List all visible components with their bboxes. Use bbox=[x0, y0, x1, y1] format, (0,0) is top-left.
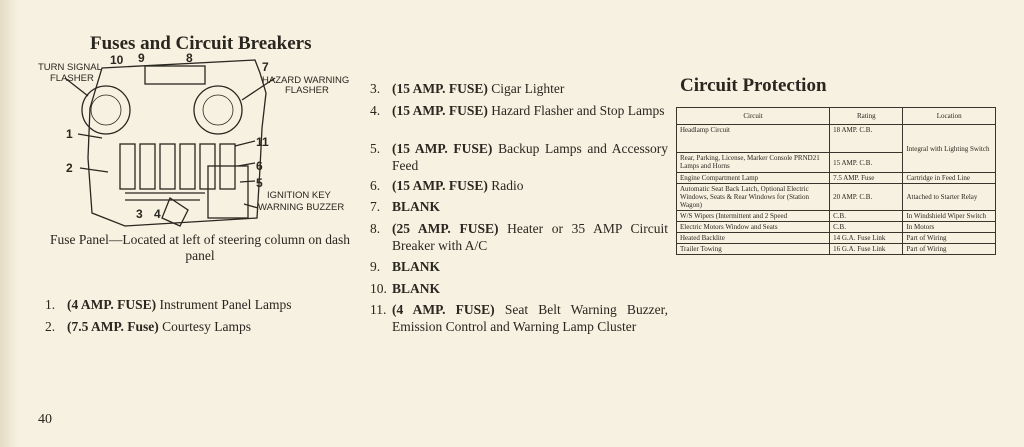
fuse-number-10: 10 bbox=[110, 53, 124, 67]
fuse-item-text: Backup Lamps and Accessory Feed bbox=[392, 141, 668, 173]
ignition-label-2: WARNING BUZZER bbox=[258, 202, 345, 213]
fuse-item-rating: (15 AMP. FUSE) bbox=[392, 103, 488, 118]
page-binding-edge bbox=[0, 0, 18, 447]
cell-circuit: W/S Wipers (Intermittent and 2 Speed bbox=[677, 211, 830, 222]
fuse-item-rating: (25 AMP. FUSE) bbox=[392, 221, 499, 236]
cell-circuit: Engine Compartment Lamp bbox=[677, 173, 830, 184]
fuse-item-rating: BLANK bbox=[392, 281, 441, 296]
fuse-number-7: 7 bbox=[262, 60, 269, 74]
turn-signal-label-2: FLASHER bbox=[50, 73, 94, 84]
hazard-flasher-shape bbox=[194, 86, 242, 134]
fuse-item-rating: BLANK bbox=[392, 259, 441, 274]
fuse-item-text: Radio bbox=[491, 178, 524, 193]
fuse-item-number: 9. bbox=[370, 259, 381, 274]
cell-location: Part of Wiring bbox=[903, 233, 996, 244]
cell-circuit: Heated Backlite bbox=[677, 233, 830, 244]
fuse-number-4: 4 bbox=[154, 207, 161, 221]
circuit-protection-table bbox=[676, 107, 996, 255]
fuse-item-rating: BLANK bbox=[392, 199, 441, 214]
fuse-item-number: 2. bbox=[45, 319, 56, 334]
table-row bbox=[677, 244, 996, 255]
fuse-item-rating: (15 AMP. FUSE) bbox=[392, 178, 488, 193]
fuse-item-number: 6. bbox=[370, 178, 381, 193]
fuse-item-number: 7. bbox=[370, 199, 381, 214]
cell-circuit: Rear, Parking, License, Marker Console PRND21 Lamps and Horns bbox=[677, 153, 830, 173]
cell-rating: 15 AMP. C.B. bbox=[830, 153, 903, 173]
cell-location: Integral with Lighting Switch bbox=[903, 125, 996, 173]
fuse-item-text: Hazard Flasher and Stop Lamps bbox=[491, 103, 665, 118]
cell-rating: C.B. bbox=[830, 222, 903, 233]
fuse-item-rating: (15 AMP. FUSE) bbox=[392, 81, 488, 96]
hazard-label-1: HAZARD WARNING bbox=[262, 75, 350, 86]
fuse-item-number: 4. bbox=[370, 103, 381, 118]
fuses-heading: Fuses and Circuit Breakers bbox=[90, 33, 312, 54]
fuse-item-number: 5. bbox=[370, 141, 381, 156]
table-row bbox=[677, 233, 996, 244]
header-rating: Rating bbox=[830, 108, 903, 125]
table-row bbox=[677, 211, 996, 222]
fuse-item-number: 10. bbox=[370, 281, 387, 296]
fuse-item-rating: (15 AMP. FUSE) bbox=[392, 141, 493, 156]
fuse-panel-outline bbox=[88, 60, 266, 226]
cell-rating: C.B. bbox=[830, 211, 903, 222]
fuse-item-rating: (7.5 AMP. Fuse) bbox=[67, 319, 159, 334]
cell-location: In Windshield Wiper Switch bbox=[903, 211, 996, 222]
header-location: Location bbox=[903, 108, 996, 125]
fuse-number-3: 3 bbox=[136, 207, 143, 221]
fuse-item-text: Heater or 35 AMP Circuit Breaker with A/C bbox=[392, 221, 668, 253]
cell-circuit: Headlamp Circuit bbox=[677, 125, 830, 153]
ignition-label-1: IGNITION KEY bbox=[267, 190, 331, 201]
diagram-caption: Fuse Panel—Located at left of steering column on dash panel bbox=[50, 232, 350, 263]
fuse-item-number: 11. bbox=[370, 302, 387, 317]
fuse-number-11: 11 bbox=[256, 135, 269, 149]
turn-signal-label-1: TURN SIGNAL bbox=[38, 62, 102, 73]
cell-circuit: Electric Motors Window and Seats bbox=[677, 222, 830, 233]
header-circuit: Circuit bbox=[677, 108, 830, 125]
table-row bbox=[677, 173, 996, 184]
cell-rating: 18 AMP. C.B. bbox=[830, 125, 903, 153]
ignition-buzzer-shape bbox=[208, 166, 248, 218]
table-row bbox=[677, 125, 996, 153]
fuse-item-text: Instrument Panel Lamps bbox=[159, 297, 292, 312]
fuse-item-text: Cigar Lighter bbox=[491, 81, 565, 96]
fuse-item-rating: (4 AMP. FUSE) bbox=[392, 302, 495, 317]
cell-rating: 7.5 AMP. Fuse bbox=[830, 173, 903, 184]
fuse-item-number: 8. bbox=[370, 221, 381, 236]
fuse-item-number: 1. bbox=[45, 297, 56, 312]
table-header-row bbox=[677, 108, 996, 125]
cell-rating: 16 G.A. Fuse Link bbox=[830, 244, 903, 255]
cell-location: Part of Wiring bbox=[903, 244, 996, 255]
fuse-number-2: 2 bbox=[66, 161, 73, 175]
cell-rating: 14 G.A. Fuse Link bbox=[830, 233, 903, 244]
fuse-item-text: Seat Belt Warning Buzzer, Emission Control and Warning Lamp Cluster bbox=[392, 302, 668, 334]
fuse-item-number: 3. bbox=[370, 81, 381, 96]
circuit-protection-heading: Circuit Protection bbox=[680, 75, 827, 96]
fuse-panel-diagram bbox=[30, 48, 370, 233]
cell-rating: 20 AMP. C.B. bbox=[830, 184, 903, 211]
turn-signal-flasher-shape bbox=[82, 86, 130, 134]
cell-location: Attached to Starter Relay bbox=[903, 184, 996, 211]
fuse-number-1: 1 bbox=[66, 127, 73, 141]
cell-circuit: Automatic Seat Back Latch, Optional Electric Windows, Seats & Rear Windows for (Station Wagon) bbox=[677, 184, 830, 211]
fuse-item-rating: (4 AMP. FUSE) bbox=[67, 297, 157, 312]
cell-circuit: Trailer Towing bbox=[677, 244, 830, 255]
fuse-number-5: 5 bbox=[256, 176, 263, 190]
fuse-number-8: 8 bbox=[186, 51, 193, 65]
page-number: 40 bbox=[38, 412, 52, 427]
fuse-item-text: Courtesy Lamps bbox=[162, 319, 251, 334]
cell-location: In Motors bbox=[903, 222, 996, 233]
table-row bbox=[677, 184, 996, 211]
hazard-label-2: FLASHER bbox=[285, 85, 329, 96]
fuse-number-9: 9 bbox=[138, 51, 145, 65]
table-row bbox=[677, 222, 996, 233]
fuse-number-6: 6 bbox=[256, 159, 263, 173]
cell-location: Cartridge in Feed Line bbox=[903, 173, 996, 184]
